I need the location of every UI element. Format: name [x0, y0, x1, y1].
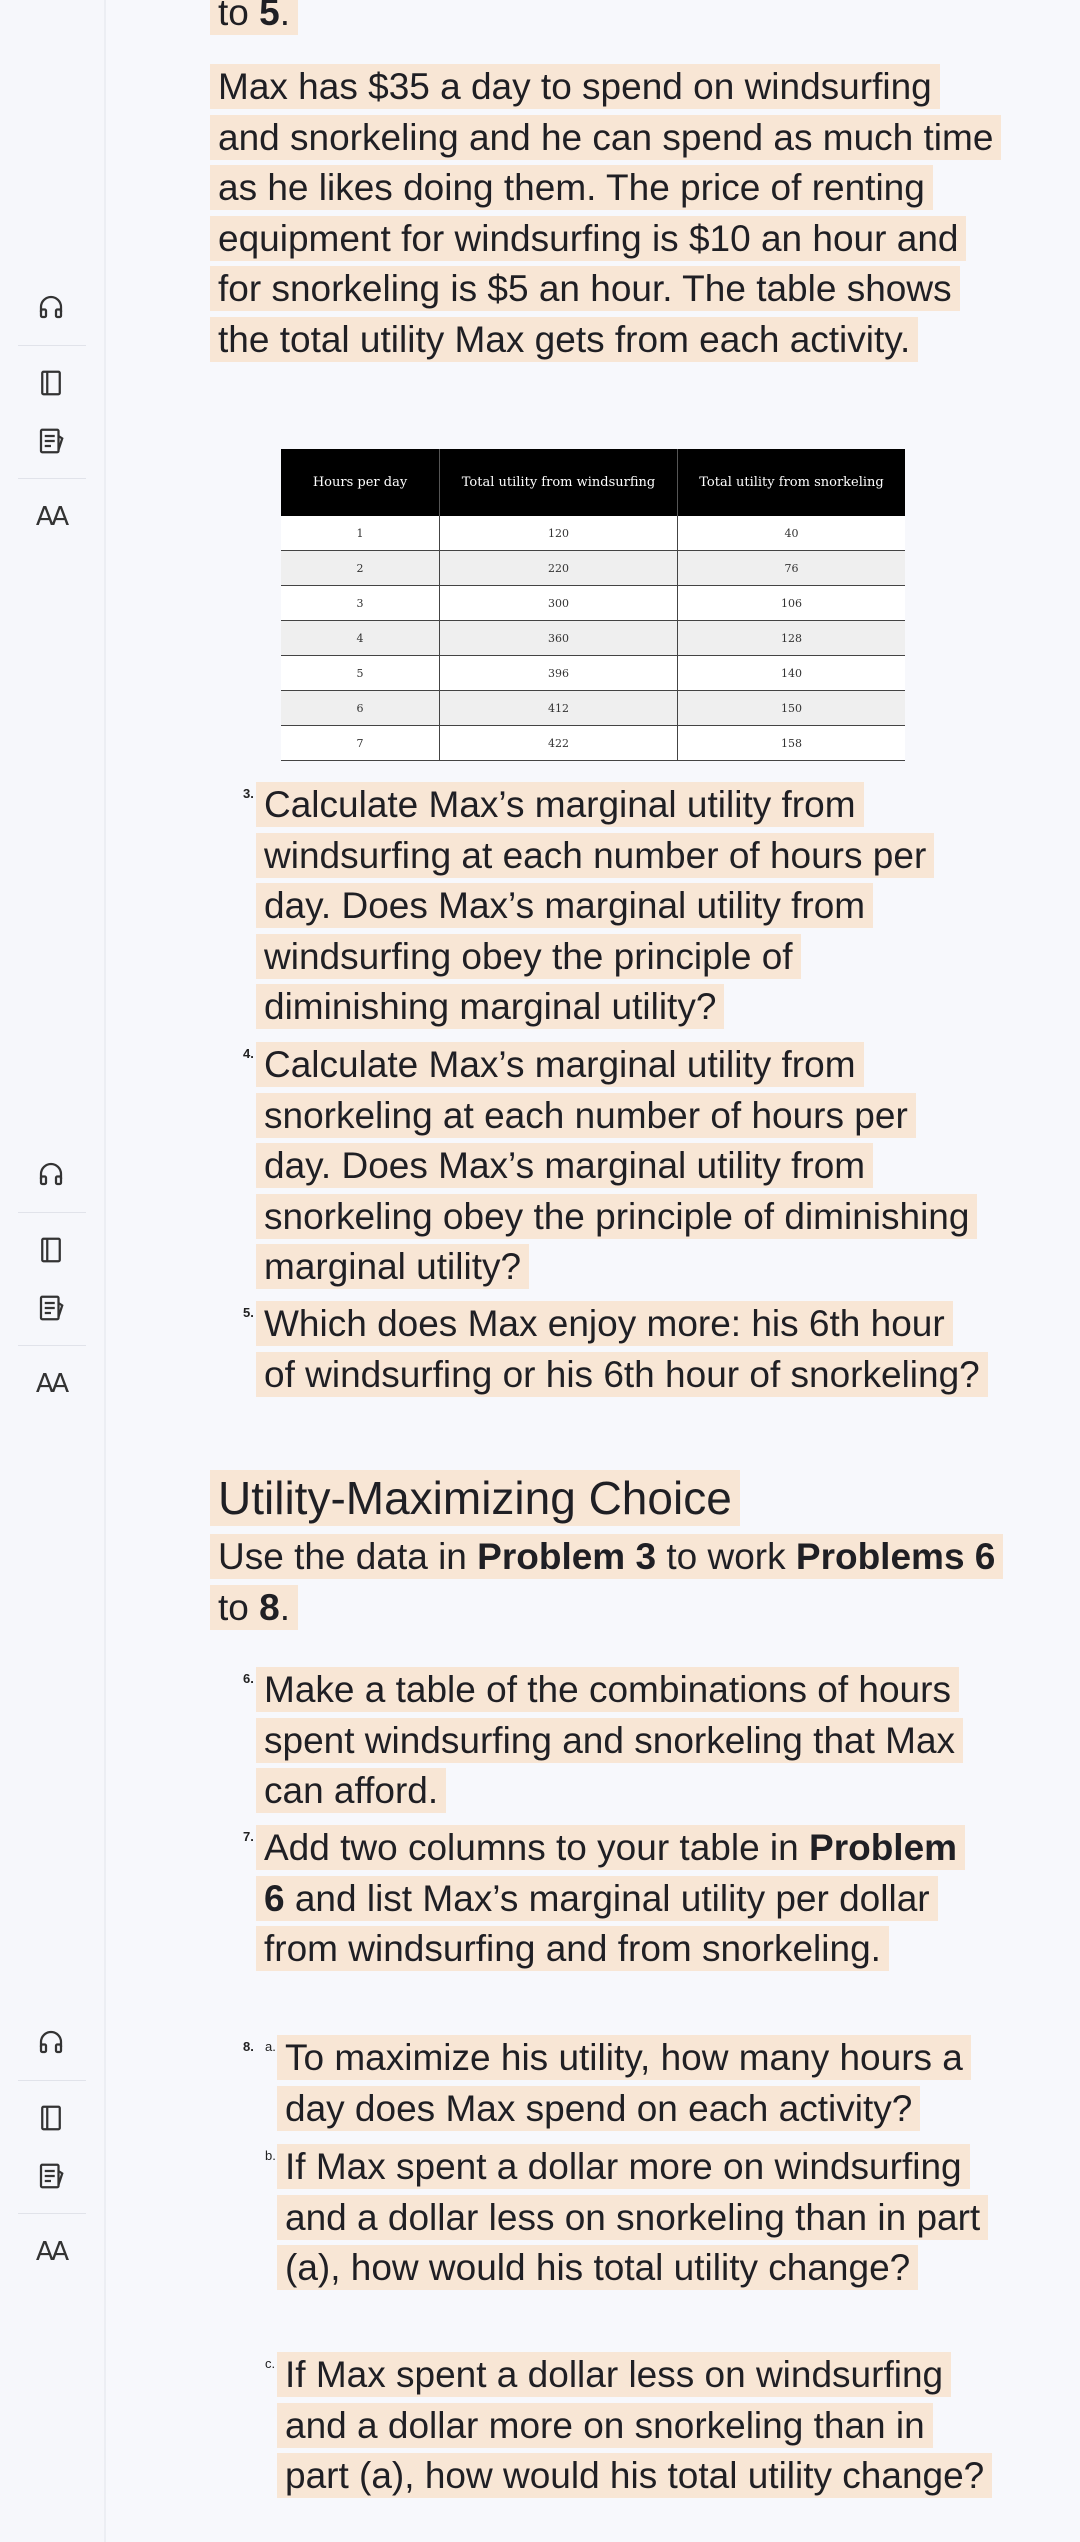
table-cell: 396 [440, 656, 678, 691]
section-heading: Utility-Maximizing Choice [210, 1470, 740, 1526]
problem-5 [243, 1299, 984, 1400]
headphones-icon[interactable] [34, 290, 68, 324]
table-cell: 300 [440, 586, 678, 621]
table-header: Hours per day [281, 449, 440, 516]
table-cell: 1 [281, 516, 440, 551]
table-row [281, 516, 905, 551]
problem-number: 8. [243, 2039, 254, 2054]
table-cell: 6 [281, 691, 440, 726]
problem-number: 7. [243, 1829, 254, 1844]
table-cell: 412 [440, 691, 678, 726]
previous-text-fragment: to 5. [218, 0, 998, 39]
table-cell: 76 [678, 551, 906, 586]
part-b-text: If Max spent a dollar more on windsurfing and a dollar less on snorkeling than in part (a), how would his total utility change? [277, 2144, 988, 2290]
problem-number: 4. [243, 1046, 254, 1061]
notes-icon[interactable] [34, 424, 68, 458]
book-icon[interactable] [34, 366, 68, 400]
table-cell: 360 [440, 621, 678, 656]
part-letter: c. [265, 2356, 276, 2371]
text-size-icon[interactable] [34, 500, 68, 534]
table-header: Total utility from windsurfing [440, 449, 678, 516]
utility-table [281, 449, 905, 761]
problem-intro [218, 62, 998, 365]
table-cell: 140 [678, 656, 906, 691]
problem-text: Which does Max enjoy more: his 6th hour of windsurfing or his 6th hour of snorkeling? [256, 1301, 988, 1397]
table-row [281, 551, 905, 586]
problem-number: 5. [243, 1305, 254, 1320]
problem-8c [265, 2350, 985, 2502]
text-size-label: AA [35, 1369, 67, 1399]
part-a-text: To maximize his utility, how many hours a day does Max spend on each activity? [277, 2035, 971, 2131]
table-cell: 422 [440, 726, 678, 761]
table-cell: 40 [678, 516, 906, 551]
section-intro: Use the data in Problem 3 to work Problems 6 to 8. [210, 1534, 1003, 1630]
problem-text: Calculate Max’s marginal utility from snorkeling at each number of hours per day. Does Max’s marginal utility from snorkeling obey the principle of diminishing marginal utility? [256, 1042, 977, 1289]
table-cell: 150 [678, 691, 906, 726]
headphones-icon[interactable] [34, 1157, 68, 1191]
table-row [281, 656, 905, 691]
problem-8 [243, 2033, 985, 2134]
problem-7 [243, 1823, 984, 1975]
notes-icon[interactable] [34, 2159, 68, 2193]
part-letter: a. [265, 2039, 276, 2054]
table-cell: 4 [281, 621, 440, 656]
text-size-label: AA [35, 502, 67, 532]
table-cell: 158 [678, 726, 906, 761]
problem-number: 3. [243, 786, 254, 801]
part-c-text: If Max spent a dollar less on windsurfing and a dollar more on snorkeling than in part (a), how would his total utility change? [277, 2352, 992, 2498]
problem-6 [243, 1665, 984, 1817]
problem-number: 6. [243, 1671, 254, 1686]
book-icon[interactable] [34, 1233, 68, 1267]
table-header: Total utility from snorkeling [678, 449, 906, 516]
table-cell: 5 [281, 656, 440, 691]
problem-text: Add two columns to your table in Problem 6 and list Max’s marginal utility per dollar from windsurfing and from snorkeling. [256, 1825, 965, 1971]
intro-paragraph: Max has $35 a day to spend on windsurfing and snorkeling and he can spend as much time as he likes doing them. The price of renting equipment for windsurfing is $10 an hour and for snorkeling is $5 an hour. The table shows the total utility Max gets from each activity. [210, 64, 1001, 362]
table-row [281, 726, 905, 761]
part-letter: b. [265, 2148, 276, 2163]
text-size-icon[interactable] [34, 1367, 68, 1401]
notes-icon[interactable] [34, 1291, 68, 1325]
book-icon[interactable] [34, 2101, 68, 2135]
table-cell: 2 [281, 551, 440, 586]
section-utility-maximizing [218, 1468, 998, 1633]
table-cell: 220 [440, 551, 678, 586]
problem-text: Calculate Max’s marginal utility from windsurfing at each number of hours per day. Does Max’s marginal utility from windsurfing obey the principle of diminishing marginal utility? [256, 782, 934, 1029]
table-row [281, 586, 905, 621]
side-toolbar [0, 0, 106, 2542]
table-row [281, 621, 905, 656]
headphones-icon[interactable] [34, 2025, 68, 2059]
problem-3 [243, 780, 984, 1033]
text-size-icon[interactable] [34, 2235, 68, 2269]
table-cell: 7 [281, 726, 440, 761]
table-row [281, 691, 905, 726]
table-cell: 106 [678, 586, 906, 621]
table-cell: 3 [281, 586, 440, 621]
problem-4 [243, 1040, 984, 1293]
problem-8b [265, 2142, 985, 2294]
problem-text: Make a table of the combinations of hours spent windsurfing and snorkeling that Max can afford. [256, 1667, 963, 1813]
table-cell: 120 [440, 516, 678, 551]
text-size-label: AA [35, 2237, 67, 2267]
table-cell: 128 [678, 621, 906, 656]
